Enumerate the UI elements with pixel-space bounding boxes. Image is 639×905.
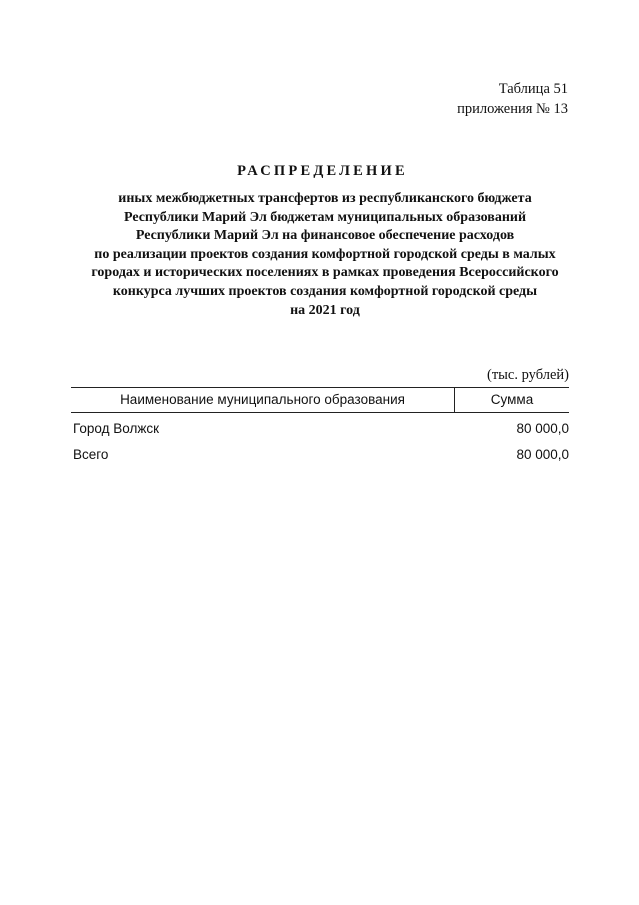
column-header-sum: Сумма <box>490 392 534 407</box>
row-name: Всего <box>73 447 109 462</box>
row-sum: 80 000,0 <box>516 447 569 462</box>
table-row <box>71 416 569 442</box>
units-label: (тыс. рублей) <box>487 367 569 383</box>
subtitle-line: Республики Марий Эл бюджетам муниципальных образований <box>123 209 527 225</box>
row-name: Город Волжск <box>73 421 160 436</box>
table-row-total <box>71 442 569 468</box>
document-heading: РАСПРЕДЕЛЕНИЕ <box>237 163 408 179</box>
subtitle-line: на 2021 год <box>290 302 360 318</box>
table-header <box>71 387 569 413</box>
subtitle-line: по реализации проектов создания комфортной городской среды в малых <box>94 246 556 262</box>
subtitle-line: Республики Марий Эл на финансовое обеспечение расходов <box>135 228 515 244</box>
table-number-label: Таблица 51 <box>498 81 568 97</box>
table-reference <box>457 79 568 119</box>
subtitle-line: иных межбюджетных трансфертов из республиканского бюджета <box>118 191 532 206</box>
distribution-table <box>71 387 569 468</box>
row-sum: 80 000,0 <box>516 421 569 436</box>
appendix-number-label: приложения № 13 <box>457 101 568 117</box>
subtitle-line: конкурса лучших проектов создания комфортной городской среды <box>112 283 538 299</box>
subtitle-line: городах и исторических поселениях в рамках проведения Всероссийского <box>91 265 559 281</box>
column-header-name: Наименование муниципального образования <box>71 388 455 412</box>
document-subtitle <box>60 190 590 320</box>
